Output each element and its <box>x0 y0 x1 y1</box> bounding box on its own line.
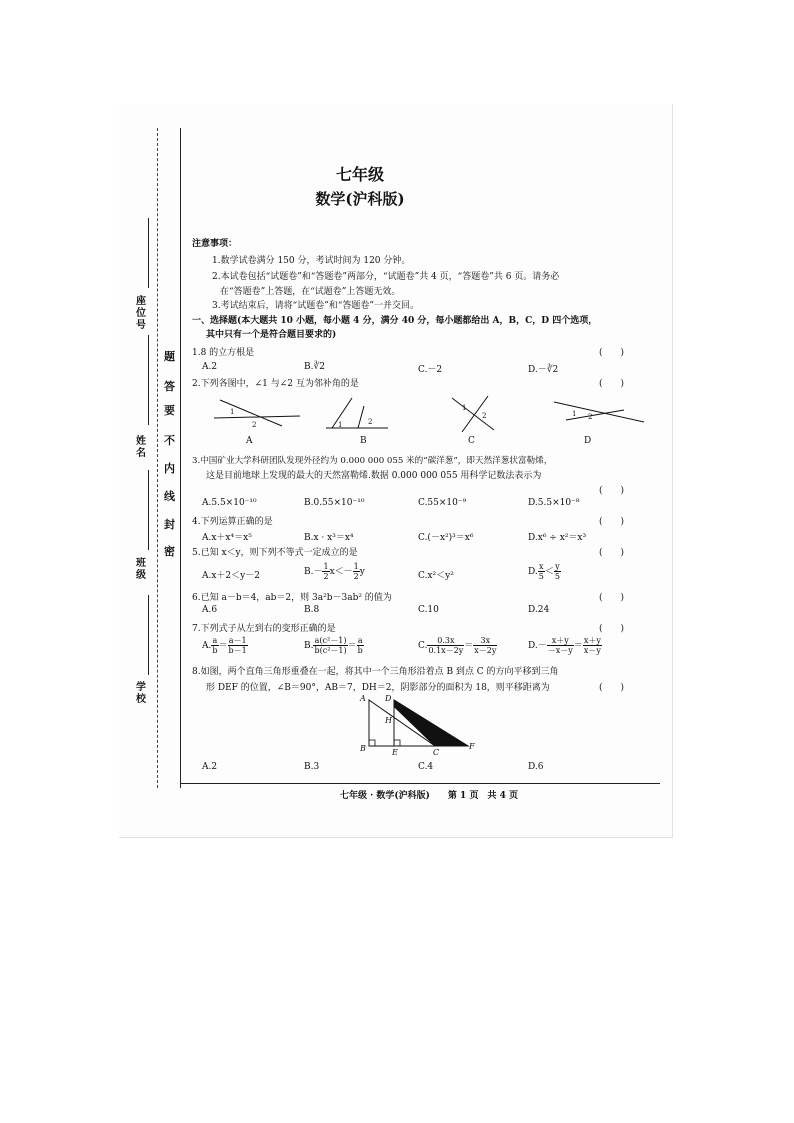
q2-figure-a <box>212 396 302 432</box>
name-label: 姓名 <box>136 436 146 459</box>
q8-answer-paren: ( ) <box>599 683 625 693</box>
q5-b-frac1 <box>322 562 329 581</box>
q3-option-b: B.0.55×10⁻¹⁰ <box>304 498 365 508</box>
frac-denominator: －x－y <box>547 646 573 655</box>
q2-d-angle1: 1 <box>572 410 577 418</box>
seal-char: 封 <box>164 518 175 531</box>
q8-point-c: C <box>433 748 440 757</box>
q2-figure-b <box>322 396 392 432</box>
q3-answer-paren: ( ) <box>599 486 625 496</box>
q6-option-b: B.8 <box>304 605 320 615</box>
q1-stem: 1.8 的立方根是 <box>192 348 255 358</box>
frac-numerator: 1 <box>353 562 359 571</box>
note-item: 1.数学试卷满分 150 分，考试时间为 120 分钟。 <box>212 256 411 266</box>
q8-stem-line1: 8.如图，两个直角三角形重叠在一起，将其中一个三角形沿着点 B 到点 C 的方向平移到三角 <box>192 667 559 677</box>
frac-denominator: 2 <box>353 572 359 581</box>
q1-option-d: D.－∛2 <box>528 365 559 375</box>
q7-c-frac2 <box>473 636 497 655</box>
q5-option-a: A.x＋2＜y－2 <box>202 571 260 581</box>
frac-denominator: b－1 <box>228 646 247 655</box>
equals-sign: ＝ <box>573 641 583 651</box>
q5-option-d <box>528 562 561 581</box>
q2-label-d: D <box>584 436 592 446</box>
grade-title: 七年级 <box>335 165 384 184</box>
seal-char: 不 <box>164 434 175 447</box>
seat-label: 座位号 <box>136 296 146 331</box>
q7-a-frac2 <box>228 636 248 655</box>
q7-d-frac2 <box>583 636 602 655</box>
frac-denominator: 5 <box>554 572 560 581</box>
binding-dashed-line <box>157 128 158 788</box>
q5-b-prefix: B.－ <box>304 567 323 577</box>
frac-denominator: b <box>212 646 218 655</box>
q2-label-a: A <box>246 436 253 446</box>
seat-underline <box>148 218 149 288</box>
class-label: 班级 <box>136 558 146 581</box>
frac-denominator: 5 <box>538 572 544 581</box>
q3-stem-line1: 3.中国矿业大学科研团队发现外径约为 0.000 000 055 米的“碳洋葱”，即天然洋葱状富勒烯， <box>192 456 553 466</box>
q7-stem: 7.下列式子从左到右的变形正确的是 <box>192 624 336 634</box>
q2-a-angle2: 2 <box>252 421 257 429</box>
q6-answer-paren: ( ) <box>599 593 625 603</box>
frac-numerator: a <box>357 636 363 645</box>
q2-b-angle1: 1 <box>338 421 343 429</box>
q2-d-angle2: 2 <box>588 413 593 421</box>
q2-figure-d <box>552 396 646 432</box>
frac-numerator: 0.3x <box>427 636 464 646</box>
q2-b-angle2: 2 <box>368 418 373 426</box>
q1-option-c: C.－2 <box>418 365 443 375</box>
school-label: 学校 <box>136 682 146 705</box>
q2-stem: 2.下列各图中，∠1 与∠2 互为邻补角的是 <box>192 379 359 389</box>
q8-option-b: B.3 <box>304 762 320 772</box>
seal-char: 线 <box>164 490 175 503</box>
q8-triangle-figure <box>360 696 475 752</box>
q8-point-b: B <box>360 744 366 753</box>
q2-figure-c <box>448 394 498 434</box>
q3-option-c: C.55×10⁻⁹ <box>418 498 467 508</box>
note-item: 在“答题卷”上答题，在“试题卷”上答题无效。 <box>220 287 401 297</box>
q8-option-d: D.6 <box>528 762 544 772</box>
q5-d-lt: ＜ <box>544 567 554 577</box>
notes-heading: 注意事项： <box>192 239 238 249</box>
page-footer: 七年级 · 数学(沪科版) 第 1 页 共 4 页 <box>340 791 518 801</box>
q7-c-prefix: C. <box>418 641 428 651</box>
q5-d-frac2 <box>554 562 561 581</box>
class-underline <box>148 470 149 550</box>
frac-numerator: a(c²－1) <box>314 636 347 645</box>
q2-c-angle2: 2 <box>482 412 487 420</box>
q7-option-a <box>202 636 248 655</box>
q8-point-d: D <box>385 694 392 703</box>
school-underline <box>148 595 149 675</box>
q5-d-prefix: D. <box>528 567 538 577</box>
frac-numerator: x＋y <box>583 636 601 645</box>
footer-rule <box>180 783 660 784</box>
seal-char: 密 <box>164 545 175 558</box>
frac-denominator: 2 <box>323 572 329 581</box>
equals-sign: ＝ <box>218 641 228 651</box>
frac-numerator: x <box>539 562 544 571</box>
frac-numerator: 3x <box>473 636 497 646</box>
frac-numerator: a <box>212 636 218 645</box>
q6-option-d: D.24 <box>528 605 550 615</box>
seal-line <box>180 128 181 788</box>
section-heading: 一、选择题(本大题共 10 小题，每小题 4 分，满分 40 分，每小题都给出 A，B，C，D 四个选项， <box>192 316 598 326</box>
q8-point-f: F <box>469 742 475 751</box>
q8-option-c: C.4 <box>418 762 434 772</box>
q3-option-a: A.5.5×10⁻¹⁰ <box>202 498 257 508</box>
q5-b-frac2 <box>353 562 360 581</box>
q6-option-a: A.6 <box>202 605 218 615</box>
frac-numerator: x＋y <box>547 636 574 646</box>
q3-option-d: D.5.5×10⁻⁸ <box>528 498 580 508</box>
frac-denominator: b(c²－1) <box>314 646 347 655</box>
q7-a-frac1 <box>211 636 218 655</box>
q7-b-frac1 <box>313 636 347 655</box>
subject-title: 数学(沪科版) <box>315 190 405 208</box>
frac-numerator: 1 <box>323 562 329 571</box>
q5-option-b <box>304 562 365 581</box>
q4-option-d: D.x⁶ ÷ x²＝x³ <box>528 533 587 543</box>
frac-denominator: 0.1x－2y <box>428 646 464 655</box>
q6-stem: 6.已知 a－b＝4，ab＝2，则 3a²b－3ab² 的值为 <box>192 593 392 603</box>
seal-char: 答 <box>164 380 175 393</box>
q2-label-b: B <box>360 436 367 446</box>
q2-c-angle1: 1 <box>462 404 467 412</box>
q4-option-a: A.x＋x⁴＝x⁵ <box>202 533 252 543</box>
name-underline <box>148 335 149 425</box>
q7-a-prefix: A. <box>202 641 212 651</box>
equals-sign: ＝ <box>347 641 357 651</box>
q8-stem-line2: 形 DEF 的位置，∠B＝90°，AB＝7，DH＝2，阴影部分的面积为 18，则平移距离为 <box>206 683 550 693</box>
q5-stem: 5.已知 x＜y，则下列不等式一定成立的是 <box>192 548 358 558</box>
frac-numerator: a－1 <box>228 636 247 645</box>
q4-stem: 4.下列运算正确的是 <box>192 517 273 527</box>
equals-sign: ＝ <box>464 641 474 651</box>
q5-b-mid: x＜－ <box>329 567 353 577</box>
q7-c-frac1 <box>427 636 464 655</box>
q7-answer-paren: ( ) <box>599 624 625 634</box>
seal-char: 内 <box>164 462 175 475</box>
seal-char: 要 <box>164 404 175 417</box>
frac-denominator: x－y <box>583 646 601 655</box>
q1-answer-paren: ( ) <box>599 348 625 358</box>
q8-point-h: H <box>385 716 392 725</box>
q1-option-b: B.∛2 <box>304 362 325 372</box>
q8-point-e: E <box>392 748 398 757</box>
q2-a-angle1: 1 <box>230 408 235 416</box>
q8-option-a: A.2 <box>202 762 218 772</box>
q6-option-c: C.10 <box>418 605 439 615</box>
q7-b-prefix: B. <box>304 641 314 651</box>
q5-answer-paren: ( ) <box>599 548 625 558</box>
q4-option-b: B.x · x³＝x⁴ <box>304 533 354 543</box>
q1-option-a: A.2 <box>202 362 218 372</box>
q7-option-c <box>418 636 497 655</box>
frac-denominator: b <box>357 646 363 655</box>
q7-d-frac1 <box>547 636 574 655</box>
q5-option-c: C.x²＜y² <box>418 571 454 581</box>
q7-option-d <box>528 636 602 655</box>
q5-b-post: y <box>359 567 365 577</box>
note-item: 3.考试结束后，请将“试题卷”和“答题卷”一并交回。 <box>212 301 419 311</box>
q7-d-prefix: D.－ <box>528 641 547 651</box>
q8-point-a: A <box>360 694 366 703</box>
q4-option-c: C.(－x²)³＝x⁶ <box>418 533 474 543</box>
q5-d-frac1 <box>538 562 545 581</box>
frac-denominator: x－2y <box>474 646 497 655</box>
q2-label-c: C <box>468 436 475 446</box>
seal-char: 题 <box>164 350 175 363</box>
q7-option-b <box>304 636 364 655</box>
frac-numerator: y <box>555 562 560 571</box>
q2-answer-paren: ( ) <box>599 379 625 389</box>
q7-b-frac2 <box>357 636 364 655</box>
q4-answer-paren: ( ) <box>599 517 625 527</box>
q3-stem-line2: 这是目前地球上发现的最大的天然富勒烯.数据 0.000 000 055 用科学记数法表示为 <box>206 471 542 481</box>
note-item: 2.本试卷包括“试题卷”和“答题卷”两部分，“试题卷”共 4 页，“答题卷”共 6 页。请务必 <box>212 272 560 282</box>
section-heading-cont: 其中只有一个是符合题目要求的) <box>206 330 337 340</box>
